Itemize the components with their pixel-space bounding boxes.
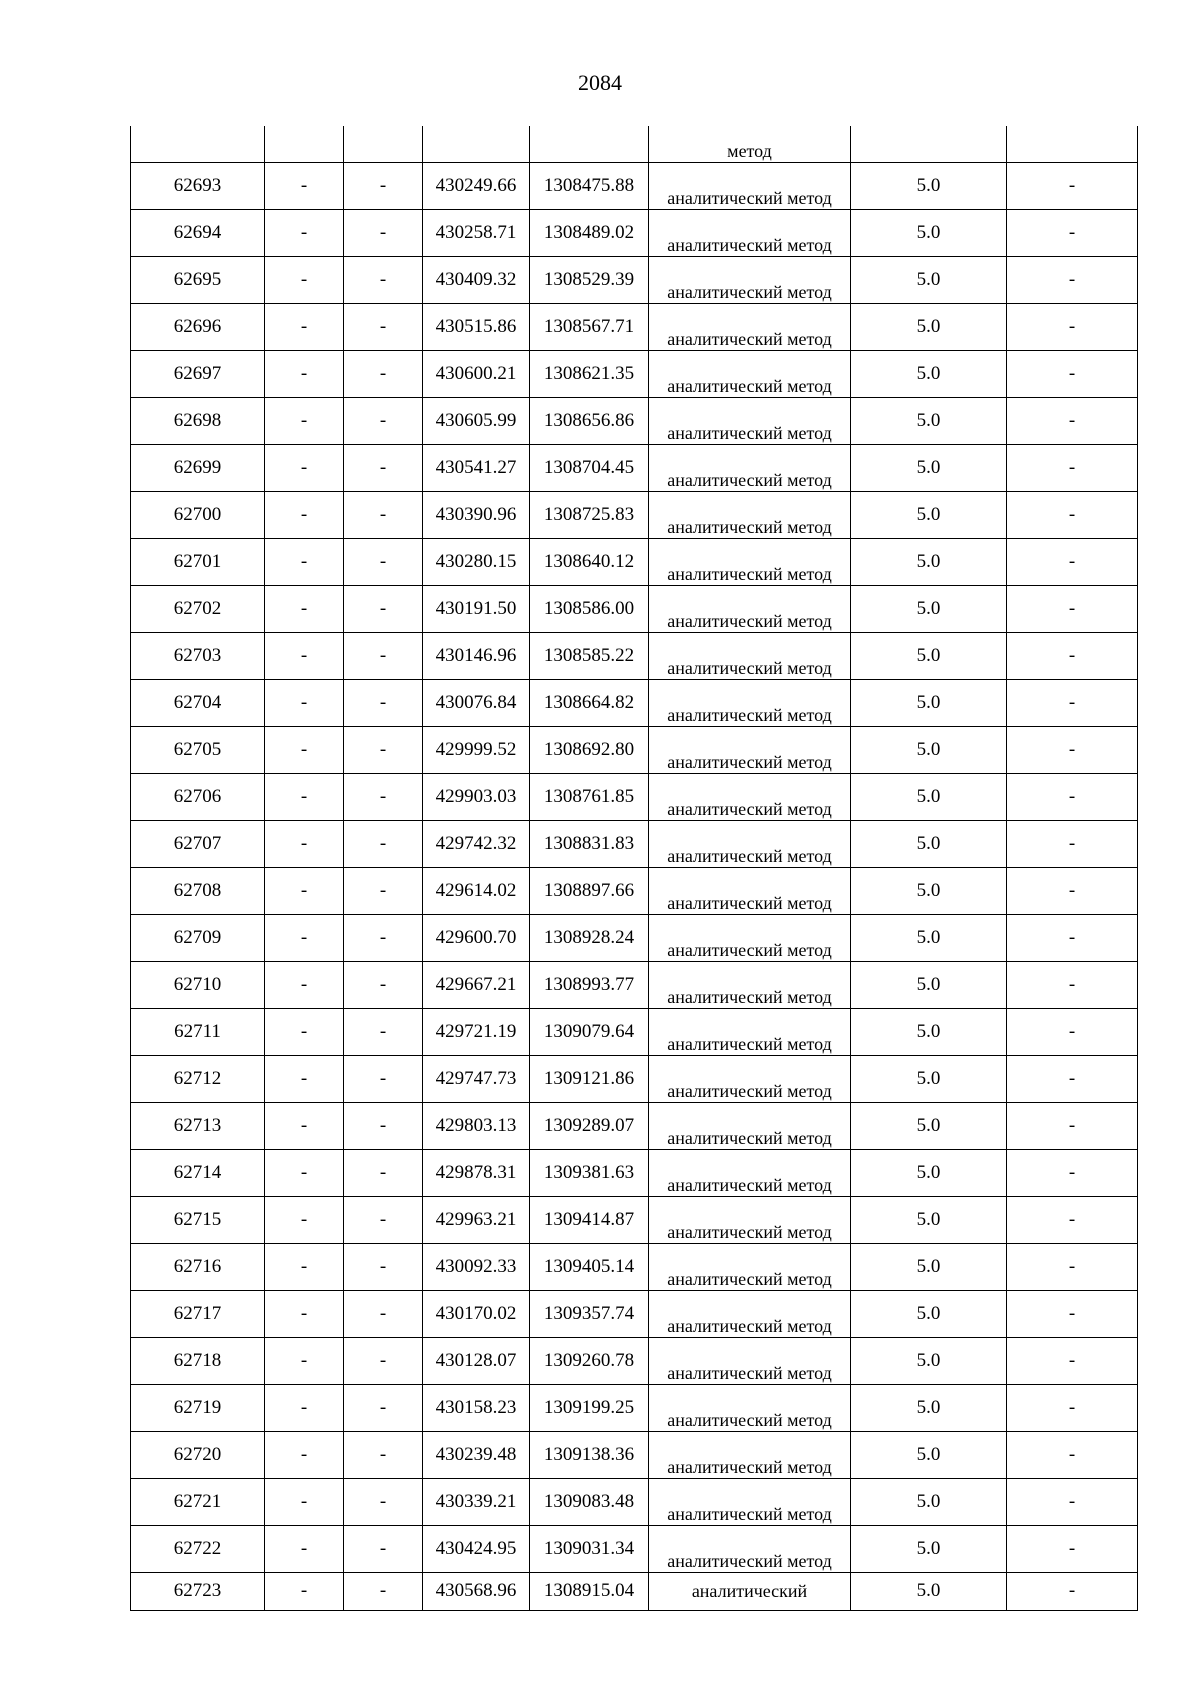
table-row (131, 727, 1138, 774)
cell-col8: - (1007, 445, 1138, 492)
cell-x: 430339.21 (423, 1479, 530, 1526)
cell-col3: - (344, 1573, 423, 1611)
cell-col3: - (344, 962, 423, 1009)
cell-method: аналитический метод (649, 1150, 851, 1197)
cell-col8: - (1007, 1573, 1138, 1611)
cell-method: аналитический метод (649, 539, 851, 586)
cell-col2: - (265, 774, 344, 821)
cell-y: 1308567.71 (530, 304, 649, 351)
cell-col3: - (344, 398, 423, 445)
cell-method: аналитический метод (649, 1009, 851, 1056)
cell-col2: - (265, 868, 344, 915)
cell-method: аналитический метод (649, 1244, 851, 1291)
cell-accuracy: 5.0 (851, 257, 1007, 304)
cell-x: 430158.23 (423, 1385, 530, 1432)
cell-method: аналитический метод (649, 727, 851, 774)
cell-x (423, 126, 530, 163)
cell-col2: - (265, 821, 344, 868)
cell-accuracy: 5.0 (851, 1291, 1007, 1338)
cell-y: 1308993.77 (530, 962, 649, 1009)
table-row (131, 680, 1138, 727)
cell-x: 430146.96 (423, 633, 530, 680)
cell-method: аналитический метод (649, 257, 851, 304)
cell-x: 430409.32 (423, 257, 530, 304)
cell-y: 1309260.78 (530, 1338, 649, 1385)
cell-y: 1308489.02 (530, 210, 649, 257)
cell-col3: - (344, 586, 423, 633)
cell-y (530, 126, 649, 163)
cell-id: 62713 (131, 1103, 265, 1150)
cell-col8: - (1007, 304, 1138, 351)
cell-method: аналитический метод (649, 915, 851, 962)
cell-x: 430424.95 (423, 1526, 530, 1573)
table-row (131, 1338, 1138, 1385)
cell-y: 1308475.88 (530, 163, 649, 210)
cell-y: 1308928.24 (530, 915, 649, 962)
cell-col3: - (344, 821, 423, 868)
cell-col2: - (265, 1103, 344, 1150)
cell-x: 429878.31 (423, 1150, 530, 1197)
cell-col3: - (344, 774, 423, 821)
cell-col3: - (344, 210, 423, 257)
cell-col3: - (344, 492, 423, 539)
cell-col2: - (265, 1573, 344, 1611)
table-row (131, 1009, 1138, 1056)
cell-method: аналитический метод (649, 1385, 851, 1432)
cell-id: 62693 (131, 163, 265, 210)
cell-y: 1308915.04 (530, 1573, 649, 1611)
cell-x: 430600.21 (423, 351, 530, 398)
cell-method: аналитический метод (649, 680, 851, 727)
cell-col8: - (1007, 1103, 1138, 1150)
cell-col2: - (265, 163, 344, 210)
table-row (131, 351, 1138, 398)
cell-y: 1308704.45 (530, 445, 649, 492)
cell-method: аналитический метод (649, 586, 851, 633)
cell-col2: - (265, 1338, 344, 1385)
cell-id: 62708 (131, 868, 265, 915)
cell-method: аналитический метод (649, 1197, 851, 1244)
cell-col2: - (265, 539, 344, 586)
cell-accuracy: 5.0 (851, 1056, 1007, 1103)
cell-method: аналитический метод (649, 868, 851, 915)
cell-col2: - (265, 586, 344, 633)
cell-y: 1308897.66 (530, 868, 649, 915)
cell-x: 429747.73 (423, 1056, 530, 1103)
cell-col2: - (265, 445, 344, 492)
cell-x: 429721.19 (423, 1009, 530, 1056)
cell-method: аналитический метод (649, 398, 851, 445)
table-row (131, 1479, 1138, 1526)
table-row (131, 962, 1138, 1009)
cell-x: 429667.21 (423, 962, 530, 1009)
cell-col2: - (265, 257, 344, 304)
cell-id: 62722 (131, 1526, 265, 1573)
cell-col3: - (344, 680, 423, 727)
cell-method: аналитический метод (649, 163, 851, 210)
cell-y: 1308529.39 (530, 257, 649, 304)
cell-x: 430092.33 (423, 1244, 530, 1291)
cell-y: 1308640.12 (530, 539, 649, 586)
cell-col8: - (1007, 257, 1138, 304)
cell-col2: - (265, 1197, 344, 1244)
cell-id: 62714 (131, 1150, 265, 1197)
table-body (131, 126, 1138, 1611)
cell-col2: - (265, 1009, 344, 1056)
cell-id: 62698 (131, 398, 265, 445)
cell-col8 (1007, 126, 1138, 163)
cell-col2: - (265, 727, 344, 774)
cell-id: 62696 (131, 304, 265, 351)
cell-id: 62699 (131, 445, 265, 492)
cell-col3: - (344, 304, 423, 351)
cell-col3: - (344, 163, 423, 210)
cell-x: 430390.96 (423, 492, 530, 539)
table-row (131, 1244, 1138, 1291)
cell-y: 1309405.14 (530, 1244, 649, 1291)
cell-y: 1309031.34 (530, 1526, 649, 1573)
cell-method: аналитический метод (649, 210, 851, 257)
cell-accuracy: 5.0 (851, 1103, 1007, 1150)
cell-accuracy: 5.0 (851, 445, 1007, 492)
cell-id: 62716 (131, 1244, 265, 1291)
cell-x: 429903.03 (423, 774, 530, 821)
cell-col2 (265, 126, 344, 163)
cell-accuracy: 5.0 (851, 1150, 1007, 1197)
cell-col8: - (1007, 868, 1138, 915)
cell-id (131, 126, 265, 163)
cell-accuracy: 5.0 (851, 539, 1007, 586)
table-row (131, 1432, 1138, 1479)
cell-col2: - (265, 1244, 344, 1291)
cell-y: 1308586.00 (530, 586, 649, 633)
cell-col2: - (265, 210, 344, 257)
cell-col8: - (1007, 1338, 1138, 1385)
cell-col2: - (265, 633, 344, 680)
cell-method: аналитический метод (649, 774, 851, 821)
cell-col3: - (344, 915, 423, 962)
cell-method: аналитический метод (649, 1479, 851, 1526)
cell-col2: - (265, 1150, 344, 1197)
cell-col3: - (344, 633, 423, 680)
cell-id: 62717 (131, 1291, 265, 1338)
cell-id: 62723 (131, 1573, 265, 1611)
cell-id: 62712 (131, 1056, 265, 1103)
cell-col3: - (344, 1526, 423, 1573)
cell-col2: - (265, 1291, 344, 1338)
cell-accuracy: 5.0 (851, 1479, 1007, 1526)
cell-col2: - (265, 962, 344, 1009)
cell-accuracy: 5.0 (851, 633, 1007, 680)
cell-accuracy: 5.0 (851, 962, 1007, 1009)
cell-col8: - (1007, 1432, 1138, 1479)
cell-col3: - (344, 257, 423, 304)
cell-y: 1309083.48 (530, 1479, 649, 1526)
table-row (131, 398, 1138, 445)
cell-col2: - (265, 1385, 344, 1432)
cell-col8: - (1007, 774, 1138, 821)
cell-x: 429742.32 (423, 821, 530, 868)
cell-col3: - (344, 1103, 423, 1150)
cell-col8: - (1007, 1197, 1138, 1244)
cell-id: 62715 (131, 1197, 265, 1244)
cell-y: 1309199.25 (530, 1385, 649, 1432)
cell-col8: - (1007, 586, 1138, 633)
cell-id: 62711 (131, 1009, 265, 1056)
cell-id: 62703 (131, 633, 265, 680)
cell-col8: - (1007, 1385, 1138, 1432)
cell-method: аналитический метод (649, 1103, 851, 1150)
cell-x: 430076.84 (423, 680, 530, 727)
cell-col2: - (265, 398, 344, 445)
table-row (131, 163, 1138, 210)
cell-col2: - (265, 1526, 344, 1573)
table-row (131, 774, 1138, 821)
cell-y: 1309121.86 (530, 1056, 649, 1103)
cell-id: 62720 (131, 1432, 265, 1479)
cell-col8: - (1007, 915, 1138, 962)
cell-id: 62700 (131, 492, 265, 539)
cell-id: 62694 (131, 210, 265, 257)
cell-accuracy: 5.0 (851, 586, 1007, 633)
cell-col8: - (1007, 398, 1138, 445)
cell-col8: - (1007, 539, 1138, 586)
cell-col2: - (265, 1432, 344, 1479)
cell-accuracy: 5.0 (851, 351, 1007, 398)
cell-y: 1309381.63 (530, 1150, 649, 1197)
cell-method: аналитический метод (649, 1526, 851, 1573)
cell-accuracy: 5.0 (851, 492, 1007, 539)
cell-x: 429600.70 (423, 915, 530, 962)
cell-id: 62705 (131, 727, 265, 774)
cell-accuracy: 5.0 (851, 680, 1007, 727)
table-row (131, 492, 1138, 539)
cell-method: аналитический метод (649, 445, 851, 492)
cell-col8: - (1007, 1244, 1138, 1291)
cell-col3: - (344, 351, 423, 398)
cell-method: аналитический метод (649, 492, 851, 539)
cell-id: 62719 (131, 1385, 265, 1432)
table-row (131, 1056, 1138, 1103)
cell-col3: - (344, 1244, 423, 1291)
cell-y: 1308831.83 (530, 821, 649, 868)
cell-id: 62704 (131, 680, 265, 727)
cell-col8: - (1007, 727, 1138, 774)
cell-id: 62721 (131, 1479, 265, 1526)
cell-col8: - (1007, 1479, 1138, 1526)
cell-col8: - (1007, 680, 1138, 727)
table-row (131, 633, 1138, 680)
cell-accuracy: 5.0 (851, 163, 1007, 210)
cell-col3: - (344, 1432, 423, 1479)
cell-y: 1308725.83 (530, 492, 649, 539)
cell-col2: - (265, 915, 344, 962)
cell-accuracy: 5.0 (851, 1432, 1007, 1479)
table-row (131, 915, 1138, 962)
table-row (131, 1526, 1138, 1573)
table-row (131, 210, 1138, 257)
cell-x: 430239.48 (423, 1432, 530, 1479)
cell-x: 429999.52 (423, 727, 530, 774)
cell-method: аналитический метод (649, 1056, 851, 1103)
cell-method: аналитический (649, 1573, 851, 1611)
cell-col3: - (344, 1056, 423, 1103)
cell-col8: - (1007, 351, 1138, 398)
cell-y: 1308621.35 (530, 351, 649, 398)
cell-method: аналитический метод (649, 1338, 851, 1385)
cell-col2: - (265, 304, 344, 351)
cell-col8: - (1007, 163, 1138, 210)
table-row (131, 821, 1138, 868)
cell-method: аналитический метод (649, 962, 851, 1009)
cell-id: 62701 (131, 539, 265, 586)
cell-x: 429614.02 (423, 868, 530, 915)
cell-x: 430605.99 (423, 398, 530, 445)
cell-x: 430249.66 (423, 163, 530, 210)
cell-y: 1308585.22 (530, 633, 649, 680)
cell-method: аналитический метод (649, 633, 851, 680)
table-row (131, 1385, 1138, 1432)
cell-col8: - (1007, 1150, 1138, 1197)
cell-col3: - (344, 1385, 423, 1432)
cell-col3: - (344, 445, 423, 492)
cell-accuracy: 5.0 (851, 727, 1007, 774)
cell-x: 429803.13 (423, 1103, 530, 1150)
cell-col8: - (1007, 1291, 1138, 1338)
cell-accuracy: 5.0 (851, 1197, 1007, 1244)
cell-id: 62695 (131, 257, 265, 304)
cell-method: аналитический метод (649, 1291, 851, 1338)
cell-y: 1308692.80 (530, 727, 649, 774)
coordinates-table (130, 126, 1138, 1611)
cell-id: 62709 (131, 915, 265, 962)
cell-x: 430568.96 (423, 1573, 530, 1611)
cell-accuracy (851, 126, 1007, 163)
cell-col3: - (344, 1009, 423, 1056)
cell-col3: - (344, 1197, 423, 1244)
cell-method: аналитический метод (649, 351, 851, 398)
cell-col8: - (1007, 1056, 1138, 1103)
cell-y: 1308664.82 (530, 680, 649, 727)
cell-accuracy: 5.0 (851, 915, 1007, 962)
cell-accuracy: 5.0 (851, 398, 1007, 445)
page-number: 2084 (578, 70, 622, 95)
cell-col8: - (1007, 962, 1138, 1009)
cell-x: 430280.15 (423, 539, 530, 586)
table-row (131, 1197, 1138, 1244)
cell-method: аналитический метод (649, 304, 851, 351)
cell-y: 1309138.36 (530, 1432, 649, 1479)
cell-x: 430170.02 (423, 1291, 530, 1338)
cell-col8: - (1007, 821, 1138, 868)
cell-id: 62718 (131, 1338, 265, 1385)
table-row-continuation (131, 126, 1138, 163)
cell-y: 1308656.86 (530, 398, 649, 445)
cell-col3 (344, 126, 423, 163)
cell-accuracy: 5.0 (851, 868, 1007, 915)
cell-accuracy: 5.0 (851, 210, 1007, 257)
cell-col3: - (344, 1150, 423, 1197)
cell-col2: - (265, 1056, 344, 1103)
cell-accuracy: 5.0 (851, 774, 1007, 821)
cell-x: 429963.21 (423, 1197, 530, 1244)
cell-col3: - (344, 1291, 423, 1338)
cell-x: 430128.07 (423, 1338, 530, 1385)
cell-col3: - (344, 868, 423, 915)
table-row (131, 1573, 1138, 1611)
table-row (131, 304, 1138, 351)
cell-y: 1309357.74 (530, 1291, 649, 1338)
cell-x: 430541.27 (423, 445, 530, 492)
cell-y: 1309079.64 (530, 1009, 649, 1056)
table-row (131, 1103, 1138, 1150)
cell-col2: - (265, 680, 344, 727)
cell-method: аналитический метод (649, 821, 851, 868)
cell-accuracy: 5.0 (851, 304, 1007, 351)
cell-col8: - (1007, 1009, 1138, 1056)
cell-col3: - (344, 1479, 423, 1526)
cell-col2: - (265, 1479, 344, 1526)
cell-x: 430191.50 (423, 586, 530, 633)
cell-id: 62710 (131, 962, 265, 1009)
table-row (131, 257, 1138, 304)
cell-accuracy: 5.0 (851, 1338, 1007, 1385)
cell-y: 1308761.85 (530, 774, 649, 821)
table-row (131, 539, 1138, 586)
cell-method: метод (649, 126, 851, 163)
cell-col3: - (344, 727, 423, 774)
cell-col8: - (1007, 492, 1138, 539)
cell-col8: - (1007, 210, 1138, 257)
cell-col8: - (1007, 1526, 1138, 1573)
cell-x: 430515.86 (423, 304, 530, 351)
cell-method: аналитический метод (649, 1432, 851, 1479)
cell-col2: - (265, 492, 344, 539)
cell-id: 62697 (131, 351, 265, 398)
cell-y: 1309414.87 (530, 1197, 649, 1244)
cell-id: 62706 (131, 774, 265, 821)
table-row (131, 1150, 1138, 1197)
cell-accuracy: 5.0 (851, 821, 1007, 868)
cell-accuracy: 5.0 (851, 1573, 1007, 1611)
cell-accuracy: 5.0 (851, 1526, 1007, 1573)
table-row (131, 1291, 1138, 1338)
table-row (131, 445, 1138, 492)
cell-col3: - (344, 539, 423, 586)
cell-y: 1309289.07 (530, 1103, 649, 1150)
table-row (131, 586, 1138, 633)
cell-x: 430258.71 (423, 210, 530, 257)
cell-id: 62702 (131, 586, 265, 633)
cell-col3: - (344, 1338, 423, 1385)
cell-accuracy: 5.0 (851, 1385, 1007, 1432)
cell-col2: - (265, 351, 344, 398)
cell-id: 62707 (131, 821, 265, 868)
cell-accuracy: 5.0 (851, 1244, 1007, 1291)
table-row (131, 868, 1138, 915)
cell-col8: - (1007, 633, 1138, 680)
cell-accuracy: 5.0 (851, 1009, 1007, 1056)
